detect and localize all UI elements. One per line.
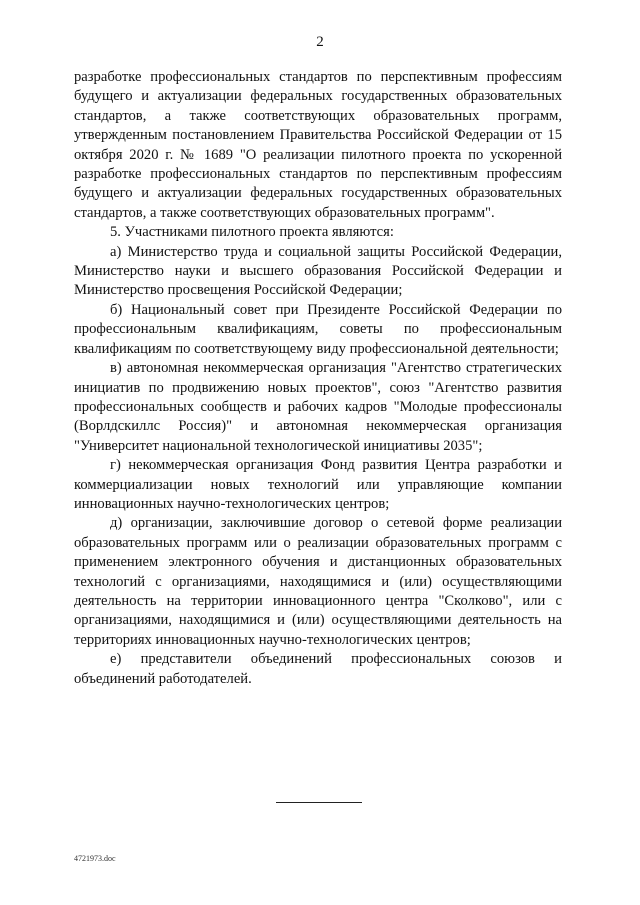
document-id: 4721973.doc [74, 854, 116, 863]
page-number: 2 [316, 34, 324, 50]
paragraph-item-d: д) организации, заключившие договор о сетевой форме реализации образовательных программ или о реализации образовательных программ с применением электронного обучения и дистанционных образовательных технологий с организациями, находящимися и (или) осуществляющими деятельность на территории инновационного центра "Сколково", или с организациями, находящимися и (или) осуществляющими деятельность на территориях инновационных научно-технологических центров; [74, 515, 562, 648]
paragraph-item-g: г) некоммерческая организация Фонд развития Центра разработки и коммерциализации новых технологий или управляющие компании инновационных научно-технологических центров; [74, 457, 562, 512]
paragraph-item-v: в) автономная некоммерческая организация "Агентство стратегических инициатив по продвижению новых проектов", союз "Агентство развития профессиональных сообществ и рабочих кадров "Молодые профессионалы (Ворлдскиллс Россия)" и автономная некоммерческая организация "Университет национальной технологической инициативы 2035"; [74, 360, 562, 454]
paragraph-item-5-heading: 5. Участниками пилотного проекта являются: [110, 224, 394, 241]
paragraph-item-b: б) Национальный совет при Президенте Российской Федерации по профессиональным квалификациям, советы по профессиональным квалификациям по соответствующему виду профессиональной деятельности; [74, 301, 562, 357]
document-body [74, 68, 562, 689]
end-divider [276, 802, 362, 803]
paragraph-item-a: а) Министерство труда и социальной защиты Российской Федерации, Министерство науки и высшего образования Российской Федерации и Министерство просвещения Российской Федерации; [74, 243, 562, 299]
paragraph-continuation: разработке профессиональных стандартов по перспективным профессиям будущего и актуализации федеральных государственных образовательных стандартов, а также соответствующих образовательных программ, утвержденным постановлением Правительства Российской Федерации от 15 октября 2020 г. № 1689 "О реализации пилотного проекта по ускоренной разработке профессиональных стандартов по перспективным профессиям будущего и актуализации федеральных государственных образовательных стандартов, а также соответствующих образовательных программ". [74, 69, 562, 221]
paragraph-item-e: е) представители объединений профессиональных союзов и объединений работодателей. [74, 651, 562, 687]
